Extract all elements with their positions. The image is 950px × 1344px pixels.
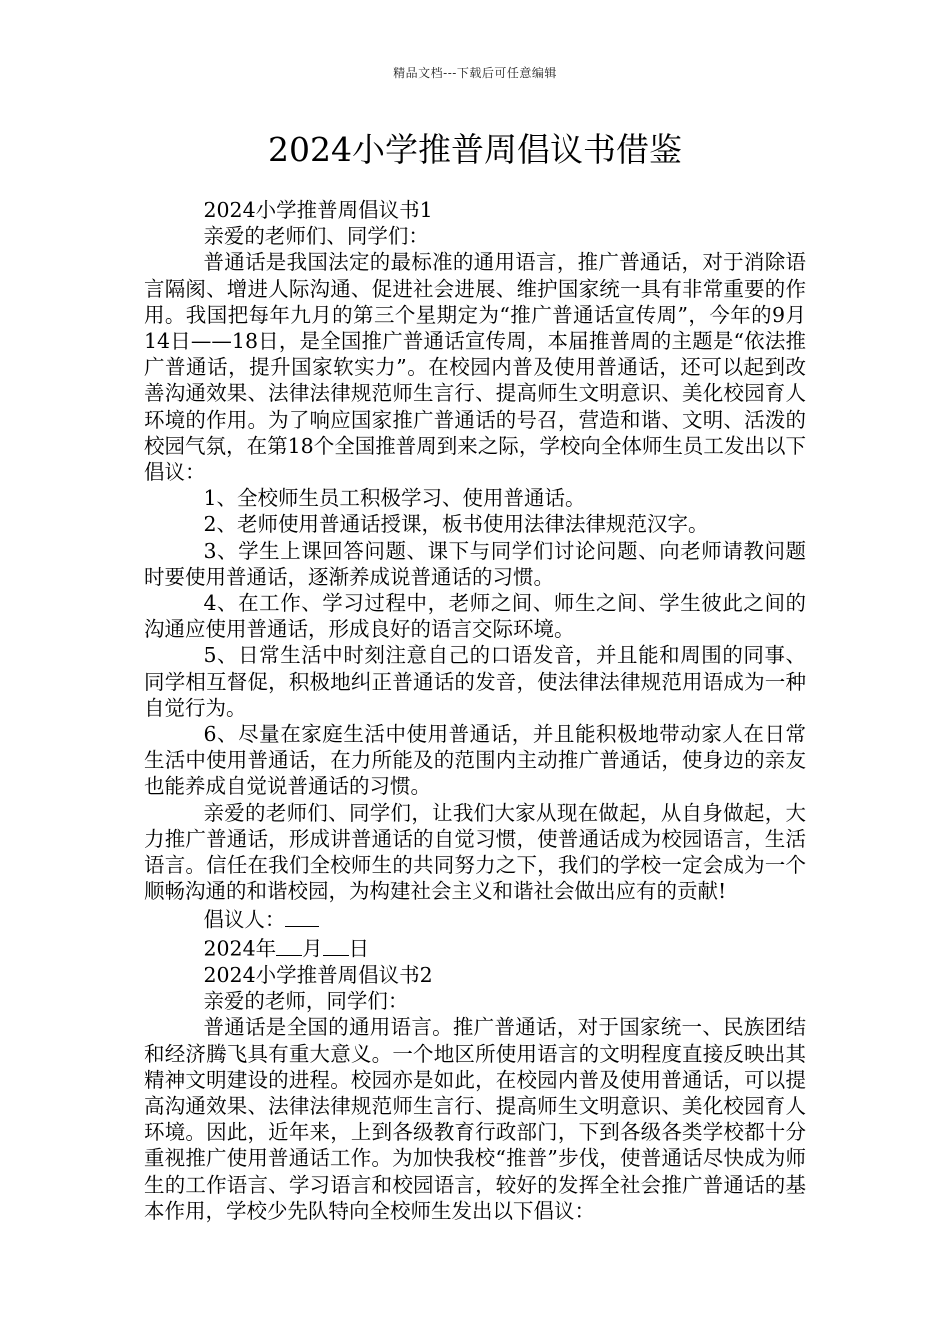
letter1-item-5: 5、日常生活中时刻注意自己的口语发音，并且能和周围的同事、同学相互督促，积极地纠正普通话的发音，使法律法律规范用语成为一种自觉行为。 <box>144 643 806 720</box>
document-title: 2024小学推普周倡议书借鉴 <box>268 130 682 169</box>
letter1-closing-paragraph: 亲爱的老师们、同学们，让我们大家从现在做起，从自身做起，大力推广普通话，形成讲普通话的自觉习惯，使普通话成为校园语言，生活语言。信任在我们全校师生的共同努力之下，我们的学校一定会成为一个顺畅沟通的和谐校园，为构建社会主义和谐社会做出应有的贡献! <box>144 800 806 904</box>
letter1-intro-paragraph: 普通话是我国法定的最标准的通用语言，推广普通话，对于消除语言隔阂、增进人际沟通、促进社会进展、维护国家统一具有非常重要的作用。我国把每年九月的第三个星期定为“推广普通话宣传周”，今年的9月14日——18日，是全国推广普通话宣传周，本届推普周的主题是“依法推广普通话，提升国家软实力”。在校园内普及使用普通话，还可以起到改善沟通效果、法律法律规范师生言行、提高师生文明意识、美化校园育人环境的作用。为了响应国家推广普通话的号召，营造和谐、文明、活泼的校园气氛，在第18个全国推普周到来之际，学校向全体师生员工发出以下倡议： <box>144 250 806 485</box>
letter1-date-line <box>144 933 806 962</box>
signer-blank <box>285 904 319 927</box>
date-day: 日 <box>348 936 370 961</box>
letter1-salutation: 亲爱的老师们、同学们： <box>203 224 429 249</box>
letter1-heading: 2024小学推普周倡议书1 <box>203 198 433 222</box>
letter1-signer-line <box>144 904 806 933</box>
letter1-item-6: 6、尽量在家庭生活中使用普通话，并且能积极地带动家人在日常生活中使用普通话，在力所能及的范围内主动推广普通话，使身边的亲友也能养成自觉说普通话的习惯。 <box>144 722 806 799</box>
letter2-salutation: 亲爱的老师，同学们： <box>203 989 409 1014</box>
letter1-item-4: 4、在工作、学习过程中，老师之间、师生之间、学生彼此之间的沟通应使用普通话，形成良好的语言交际环境。 <box>144 591 806 642</box>
day-blank <box>323 933 349 956</box>
letter2-intro-paragraph: 普通话是全国的通用语言。推广普通话，对于国家统一、民族团结和经济腾飞具有重大意义。一个地区所使用语言的文明程度直接反映出其精神文明建设的进程。校园亦是如此，在校园内普及使用普通话，可以提高沟通效果、法律法律规范师生言行、提高师生文明意识、美化校园育人环境。因此，近年来，上到各级教育行政部门，下到各级各类学校都十分重视推广使用普通话工作。为加快我校“推普”步伐，使普通话尽快成为师生的工作语言、学习语言和校园语言，较好的发挥全社会推广普通话的基本作用，学校少先队特向全校师生发出以下倡议： <box>144 1015 806 1223</box>
document-body <box>144 197 806 1224</box>
letter2-heading: 2024小学推普周倡议书2 <box>203 962 433 987</box>
signer-label: 倡议人： <box>203 908 286 932</box>
month-blank <box>276 933 302 956</box>
letter1-item-3: 3、学生上课回答问题、课下与同学们讨论问题、向老师请教问题时要使用普通话，逐渐养成说普通话的习惯。 <box>144 538 806 589</box>
letter1-item-2: 2、老师使用普通话授课，板书使用法律法律规范汉字。 <box>203 512 709 537</box>
date-year: 2024年 <box>203 936 277 961</box>
page-header: 精品文档---下载后可任意编辑 <box>393 66 557 80</box>
date-month: 月 <box>302 936 323 961</box>
letter1-item-1: 1、全校师生员工积极学习、使用普通话。 <box>203 486 586 511</box>
